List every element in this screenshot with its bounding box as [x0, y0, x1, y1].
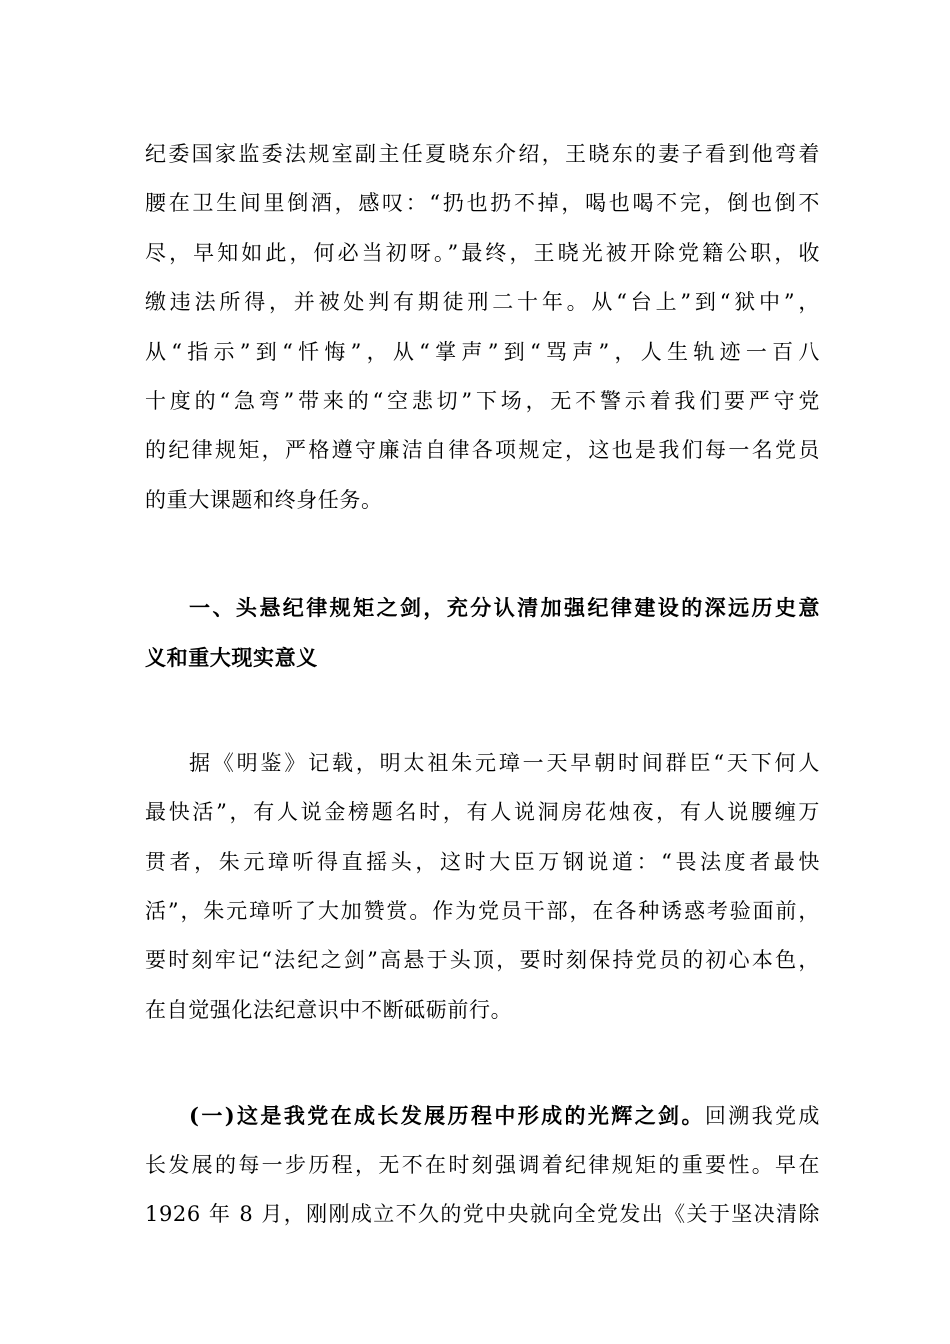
subsection-title: (一)这是我党在成长发展历程中形成的光辉之剑。	[189, 1103, 705, 1129]
text-line: 在自觉强化法纪意识中不断砥砺前行。	[145, 997, 513, 1022]
text-line: 腰在卫生间里倒酒，感叹：“扔也扔不掉，喝也喝不完，倒也倒不	[145, 191, 820, 216]
text-line: 纪委国家监委法规室副主任夏晓东介绍，王晓东的妻子看到他弯着	[145, 142, 820, 166]
paragraph-2	[145, 739, 820, 1035]
text-line: 活”，朱元璋听了大加赞赏。作为党员干部，在各种诱惑考验面前，	[145, 899, 820, 924]
text-line: 要时刻牢记“法纪之剑”高悬于头顶，要时刻保持党员的初心本色，	[145, 948, 820, 973]
text-line: 据《明鉴》记载，明太祖朱元璋一天早朝时间群臣“天下何人	[189, 750, 820, 775]
paragraph-3	[145, 1091, 820, 1239]
text-run: 回溯我党成	[704, 1104, 821, 1129]
text-line: 十度的“急弯”带来的“空悲切”下场，无不警示着我们要严守党	[145, 388, 820, 413]
text-line: 1926 年 8 月，刚刚成立不久的党中央就向全党发出《关于坚决清除	[145, 1202, 820, 1227]
text-line: 的纪律规矩，严格遵守廉洁自律各项规定，这也是我们每一名党员	[145, 438, 820, 463]
section-heading-1	[145, 583, 820, 682]
heading-line: 义和重大现实意义	[145, 644, 318, 670]
document-page	[145, 130, 820, 1239]
text-line: 从“指示”到“忏悔”，从“掌声”到“骂声”，人生轨迹一百八	[145, 339, 820, 364]
text-line: 尽，早知如此，何必当初呀。”最终，王晓光被开除党籍公职，收	[145, 240, 820, 265]
text-line: 长发展的每一步历程，无不在时刻强调着纪律规矩的重要性。早在	[145, 1152, 820, 1177]
text-line: 最快活”，有人说金榜题名时，有人说洞房花烛夜，有人说腰缠万	[145, 800, 820, 825]
heading-line: 一、头悬纪律规矩之剑，充分认清加强纪律建设的深远历史意	[189, 595, 820, 621]
text-line	[145, 1091, 820, 1140]
text-line: 缴违法所得，并被处判有期徒刑二十年。从“台上”到“狱中”，	[145, 290, 820, 315]
text-line: 贯者，朱元璋听得直摇头，这时大臣万钢说道：“畏法度者最快	[145, 849, 820, 874]
paragraph-1	[145, 130, 820, 525]
text-line: 的重大课题和终身任务。	[145, 487, 383, 512]
